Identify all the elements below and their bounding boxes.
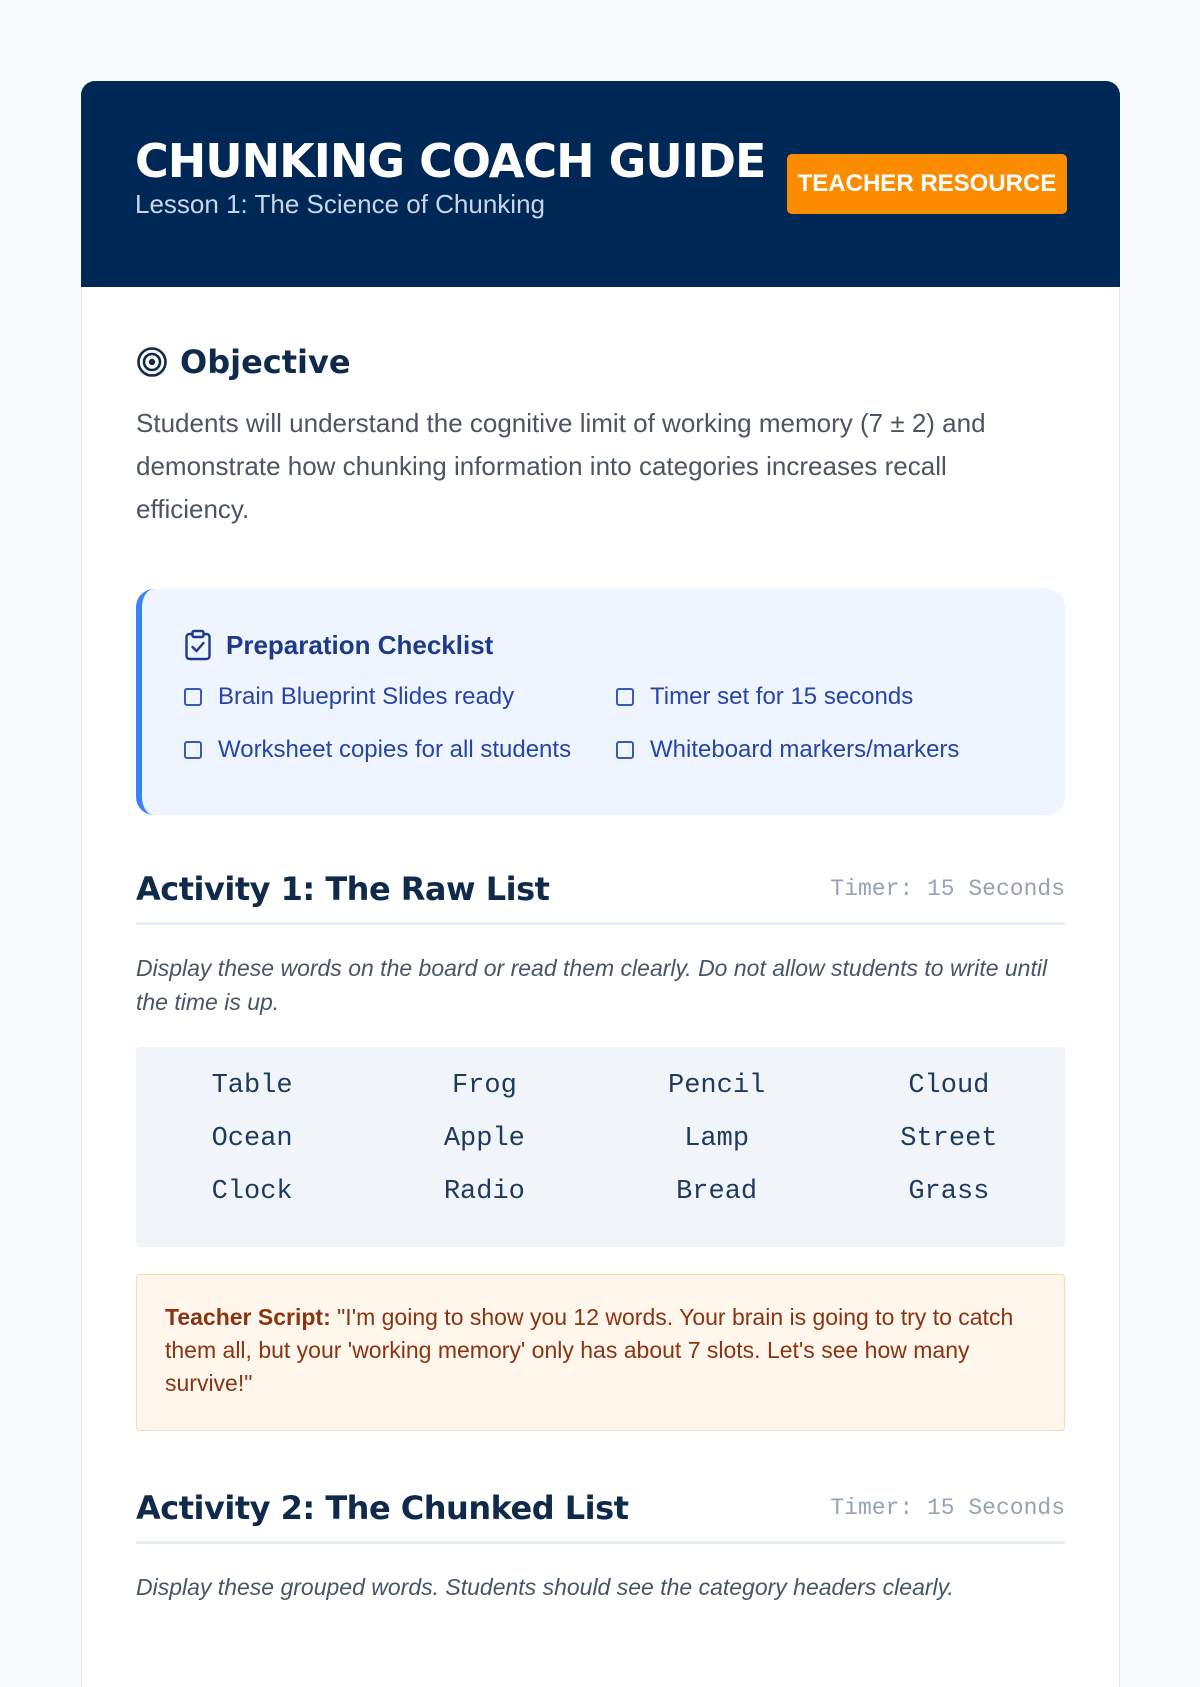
word-item: Lamp xyxy=(684,1124,750,1154)
teacher-script-label: Teacher Script: xyxy=(165,1304,331,1330)
activity-2-timer: Timer: 15 Seconds xyxy=(830,1495,1065,1521)
checklist-item[interactable] xyxy=(184,736,616,764)
checkbox[interactable] xyxy=(184,741,202,759)
guide-card xyxy=(81,81,1120,1687)
word-item: Apple xyxy=(443,1124,525,1154)
activity-1-header xyxy=(136,870,1065,925)
word-list xyxy=(136,1047,1065,1247)
teacher-resource-badge: TEACHER RESOURCE xyxy=(787,154,1067,214)
word-item: Clock xyxy=(211,1177,293,1207)
page-title: CHUNKING COACH GUIDE xyxy=(135,134,766,188)
activity-1-timer: Timer: 15 Seconds xyxy=(830,876,1065,902)
word-item: Grass xyxy=(908,1177,990,1207)
activity-2-header xyxy=(136,1489,1065,1544)
checklist-item-label: Brain Blueprint Slides ready xyxy=(218,683,515,710)
preparation-checklist xyxy=(136,589,1065,815)
target-icon xyxy=(136,346,168,378)
checkbox[interactable] xyxy=(184,688,202,706)
checklist-item-label: Timer set for 15 seconds xyxy=(650,683,914,710)
word-item: Ocean xyxy=(211,1124,293,1154)
checkbox[interactable] xyxy=(616,688,634,706)
activity-1 xyxy=(136,870,1065,1431)
checklist-item-label: Whiteboard markers/markers xyxy=(650,736,960,763)
word-item: Street xyxy=(900,1124,998,1154)
checklist-item[interactable] xyxy=(616,736,1048,764)
word-item: Table xyxy=(211,1071,293,1101)
header xyxy=(81,81,1120,287)
activity-1-title: Activity 1: The Raw List xyxy=(136,870,550,908)
lesson-subtitle: Lesson 1: The Science of Chunking xyxy=(135,189,546,219)
checklist-item[interactable] xyxy=(616,683,1048,711)
activity-2 xyxy=(136,1489,1065,1604)
clipboard-check-icon xyxy=(184,629,212,661)
checkbox[interactable] xyxy=(616,741,634,759)
checklist-item[interactable] xyxy=(184,683,616,711)
activity-1-instructions: Display these words on the board or read them clearly. Do not allow students to write until the time is up. xyxy=(136,955,1048,1015)
word-item: Frog xyxy=(451,1071,517,1101)
checklist-item-label: Worksheet copies for all students xyxy=(218,736,572,763)
word-item: Cloud xyxy=(908,1071,990,1101)
activity-2-instructions: Display these grouped words. Students should see the category headers clearly. xyxy=(136,1574,954,1600)
objective-heading xyxy=(136,342,1065,382)
objective-text: Students will understand the cognitive limit of working memory (7 ± 2) and demonstrate how chunking information into categories increases recall efficiency. xyxy=(136,408,986,524)
objective-title: Objective xyxy=(180,343,351,381)
checklist-heading xyxy=(184,629,1065,661)
word-item: Bread xyxy=(676,1177,758,1207)
teacher-script xyxy=(136,1274,1065,1431)
word-item: Pencil xyxy=(668,1071,766,1101)
activity-2-title: Activity 2: The Chunked List xyxy=(136,1489,629,1527)
content xyxy=(81,287,1120,1687)
checklist-title: Preparation Checklist xyxy=(226,629,494,660)
word-item: Radio xyxy=(443,1177,525,1207)
teacher-script-text: "I'm going to show you 12 words. Your brain is going to try to catch them all, but your 'working memory' only has about 7 slots. Let's see how many survive!" xyxy=(165,1304,1014,1396)
checklist-items xyxy=(184,683,1065,764)
